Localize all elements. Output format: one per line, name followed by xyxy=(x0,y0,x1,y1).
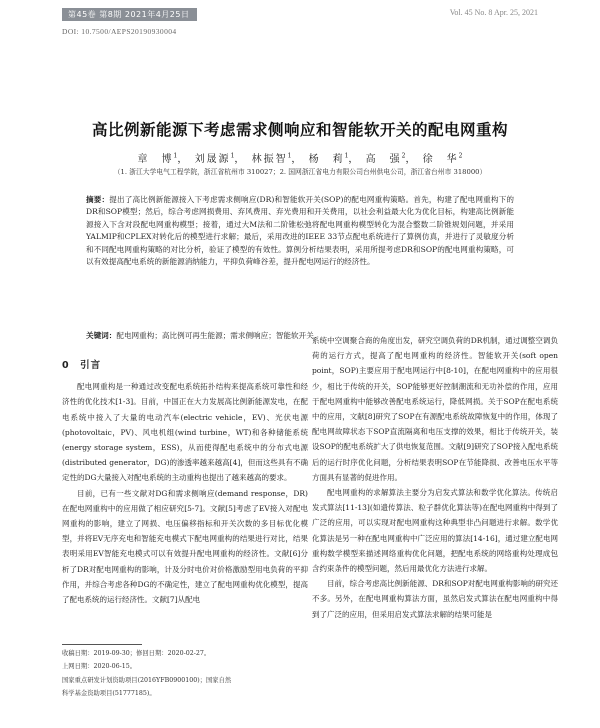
body-paragraph: 目前，已有一些文献对DG和需求侧响应(demand response，DR)在配电网重构中的应用做了相应研究[5-7]。文献[5]考虑了EV接入对配电网重构的影响，建立了网损、电压偏移指标和开关次数的多目标优化模型，并将EV无序充电和智能充电模式下配电网重构的结果进行对比，结果表明采用EV智能充电模式可以有效提升配电网重构的经济性。文献[6]分析了DR对配电网重构的影响，计及分时电价对价格激励型用电负荷的平抑作用，并综合考虑各种DG的不确定性，建立了配电网重构优化模型，提高了配电系统的运行经济性。文献[7]从配电 xyxy=(62,488,308,605)
keywords-text: 配电网重构；高比例可再生能源；需求侧响应；智能软开关 xyxy=(116,331,314,340)
affiliation: （1. 浙江大学电气工程学院，浙江省杭州市 310027；2. 国网浙江省电力有限公司台州供电公司，浙江省台州市 318000） xyxy=(113,168,487,176)
online-date: 上网日期：2020-06-15。 xyxy=(62,663,137,671)
author: 杨 莉 xyxy=(308,154,345,165)
footnote-rule xyxy=(62,644,142,645)
journal-header xyxy=(0,0,600,36)
volume-issue-cn: 第45卷 第8期 2021年4月25日 xyxy=(62,8,197,21)
author: 刘晟源 xyxy=(194,154,231,165)
right-column xyxy=(312,333,558,622)
section-heading: 0 引言 xyxy=(62,360,102,371)
abstract-label: 摘要： xyxy=(86,195,110,204)
paper-title: 高比例新能源下考虑需求侧响应和智能软开关的配电网重构 xyxy=(91,121,508,139)
body-paragraph: 配电网重构是一种通过改变配电系统拓扑结构来提高系统可靠性和经济性的优化技术[1-3]。目前，中国正在大力发展高比例新能源发电，在配电系统中接入了大量的电动汽车(electric vehicle，EV)、光伏电源(photovoltaic，PV)、风电机组(wind turbine，WT)和各种储能系统(energy storage system，ESS)，从而使得配电系统中的分布式电源(distributed generator，DG)的渗透率越来越高[4]，但而这些具有不确定性的DG大量接入对配电系统的主动重构也提出了越来越高的要求。 xyxy=(62,382,308,483)
author: 章 博 xyxy=(137,154,174,165)
abstract xyxy=(86,194,514,268)
author: 林振智 xyxy=(251,154,288,165)
author-list: 章 博$^1$， 刘晟源$^1$， 林振智$^1$， 杨 莉$^1$， 高 强$^2$， 徐 华$^2$ xyxy=(137,152,463,165)
volume-issue-en: Vol. 45 No. 8 Apr. 25, 2021 xyxy=(449,8,538,17)
author: 徐 华 xyxy=(422,154,459,165)
footnote xyxy=(62,647,308,701)
keywords-label: 关键词： xyxy=(86,331,117,340)
left-column xyxy=(62,358,308,607)
fund-line: 国家重点研发计划资助项目(2016YFB0900100)；国家自然 xyxy=(62,676,232,684)
doi[interactable]: DOI: 10.7500/AEPS20190930004 xyxy=(62,27,177,36)
body-paragraph: 系统中空调聚合商的角度出发，研究空调负荷的DR机制，通过调整空调负荷的运行方式，提高了配电网重构的经济性。智能软开关(soft open point，SOP)主要应用于配电网运行中[8-10]，在配电网重构中的应用很少，相比于传统的开关，SOP能够更好控制潮流和无功补偿的作用，应用于配电网重构中能够改善配电系统运行，降低网损。关于SOP在配电系统中的应用，文献[8]研究了SOP在有源配电系统故障恢复中的作用，体现了配电网故障状态下SOP直流隔离和电压支撑的效果，相比于传统开关，装设SOP的配电系统扩大了供电恢复范围。文献[9]研究了SOP接入配电系统后的运行时序优化问题，分析结果表明SOP在节能降损、改善电压水平等方面具有显著的促进作用。 xyxy=(312,336,558,482)
received-date: 收稿日期：2019-09-30；修回日期：2020-02-27。 xyxy=(62,650,211,657)
body-paragraph: 配电网重构的求解算法主要分为启发式算法和数学优化算法。传统启发式算法[11-13](如遗传算法、粒子群优化算法等)在配电网重构中得到了广泛的应用，可以实现对配电网重构这种典型非凸问题进行求解。数学优化算法是另一种在配电网重构中广泛应用的算法[14-16]，通过建立配电网重构数学模型来描述网络重构优化问题，把配电系统的网络重构处理成包含约束条件的模型问题，然后用最优化方法进行求解。 xyxy=(312,488,558,574)
abstract-text: 提出了高比例新能源接入下考虑需求侧响应(DR)和智能软开关(SOP)的配电网重构策略。首先，构建了配电网重构下的DR和SOP模型；然后，综合考虑网损费用、弃风费用、弃光费用和开关费用，以社会利益最大化为优化目标，构建高比例新能源接入下含对段配电网重构模型；接着，通过大M法和二阶锥松弛将配电网重构模型转化为混合整数二阶锥规划问题，并采用YALMIP和CPLEX对转化后的模型进行求解；最后，采用改进的IEEE 33节点配电系统进行了算例仿真，并进行了灵敏度分析和不同配电网重构策略的对比分析，验证了模型的有效性。算例分析结果表明，采用所提考虑DR和SOP的配电网重构策略，可以有效提高配电系统的新能源消纳能力，平抑负荷峰谷差，提升配电网运行的经济性。 xyxy=(86,195,514,267)
fund-line: 科学基金资助项目(51777185)。 xyxy=(62,690,156,698)
author: 高 强 xyxy=(365,154,402,165)
body-paragraph: 目前，综合考虑高比例新能源、DR和SOP对配电网重构影响的研究还不多。另外，在配电网重构算法方面，虽然启发式算法在配电网重构中得到了广泛的应用，但采用启发式算法求解的结果可能是 xyxy=(312,579,558,619)
